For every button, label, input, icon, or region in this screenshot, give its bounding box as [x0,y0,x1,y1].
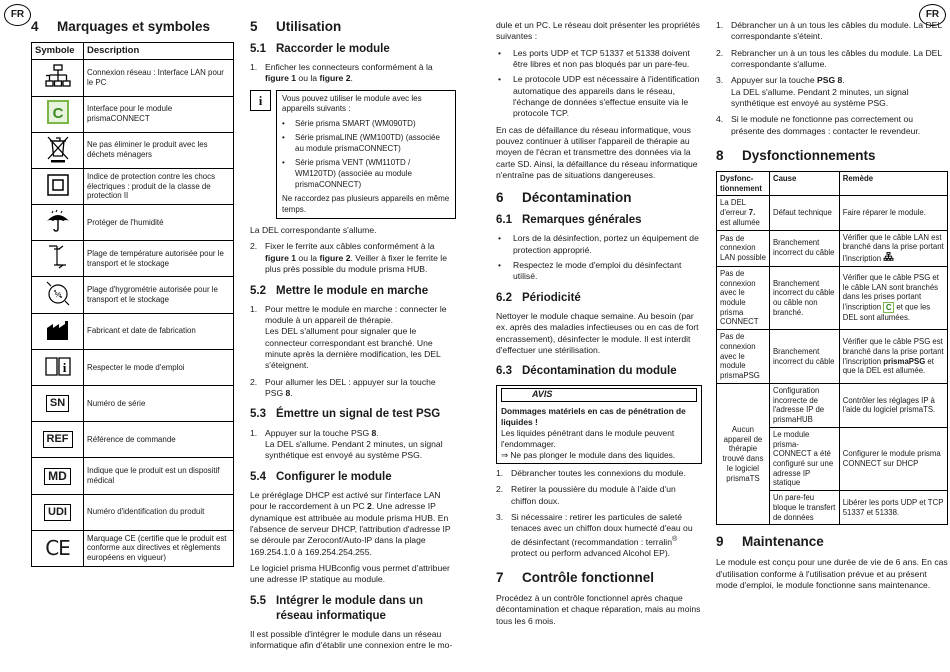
step-text-part: Enficher les connecteurs conformément à la [265,61,433,72]
section-title: Mettre le module en marche [276,284,429,297]
step-text [511,512,702,559]
section-5-5-heading [250,594,456,624]
figure-reference: figure 1 [265,252,297,263]
section-5-heading [250,18,456,36]
table-row [32,277,234,313]
sn-icon: SN [46,395,69,412]
step [716,114,948,137]
reference-number: 2 [367,501,372,512]
cell-text: et que les DEL sont allumées. [842,302,931,323]
list-item: • Lors de la désinfection, portez un équipement de protection approprié. [496,233,702,256]
step-number: 1. [496,468,504,479]
remedy-cell: Configurer le module prisma CONNECT sur DHCP [839,427,947,490]
figure-reference: figure 2 [319,252,351,263]
section-number: 5.1 [250,42,266,55]
step [496,484,702,507]
step [716,75,948,109]
paragraph: Nettoyer le module chaque semaine. Au besoin (par ex. après des maladies infectieuses ou en cas de fort encrassement), désinfecter le module. Il est interdit d'effectuer une stérilisation. [496,311,699,356]
symbol-description: Numéro de série [84,386,234,422]
step [496,512,702,559]
svg-text:i: i [62,359,66,375]
figure-reference: figure 1 [265,73,297,84]
step-text-part: . Veiller à fixer le ferrite le plus près possible du module prisma HUB. [265,252,447,275]
note-intro: Vous pouvez utiliser le module avec les appareils suivants : [282,93,422,114]
section-number: 7 [496,570,504,586]
table-row [32,132,234,168]
symbol-description: Connexion réseau : Interface LAN pour le PC [84,60,234,96]
paragraph-part: . Une adresse IP dynamique est attribuée au module prisma HUB. En l'absence de serveur DHCP, l'attribution d'adresse IP se déroule par Zeroconf/Auto-IP dans la plage 169.254.1.0 à 169.254.254.255. [250,501,451,557]
section-title: Configurer le module [276,470,392,483]
table-row [32,96,234,132]
section-number: 9 [716,534,724,550]
symbol-description: Indique que le produit est un dispositif médical [84,458,234,494]
step-text-part: ou la [296,73,320,84]
list-item: • Respectez le mode d'emploi du désinfectant utilisé. [496,260,702,283]
section-number: 5.3 [250,408,266,421]
cause-cell: Le module prisma-CONNECT a été configuré sur une adresse IP statique [769,427,839,490]
table-row [32,530,234,566]
ref-icon: REF [43,431,73,448]
cell-text: est allumée [720,217,760,227]
warning-title: Dommages matériels en cas de pénétration de liquides ! [501,405,686,427]
step-number: 1. [250,303,258,314]
symbol-description: Marquage CE (certifie que le produit est conforme aux directives et règlements européens en vigueur) [84,530,234,566]
network-icon [45,64,71,88]
section-title: Décontamination [522,190,632,206]
md-icon: MD [44,468,71,485]
section-title: Émettre un signal de test PSG [276,408,441,421]
step-number: 2. [716,47,724,58]
symbol-description: Référence de commande [84,422,234,458]
network-icon [883,254,894,263]
section-number: 5 [250,19,258,34]
section-7-heading [496,569,702,587]
section-title: Dysfonctionnements [742,148,876,164]
svg-text:C: C [52,105,63,123]
malfunction-cell: Aucun appareil de thérapie trouvé dans le logiciel prismaTS [717,383,770,525]
paragraph [250,490,456,558]
step-text: Débrancher un à un tous les câbles du module. La DEL correspondante s'éteint. [731,20,942,42]
cause-cell: Un pare-feu bloque le transfert de données [769,491,839,525]
step-text-part: Les DEL s'allument pour signaler que le connecteur correspondant est branché. Une minute après la dernière modification, les DEL s'éteignent. [265,326,441,371]
section-title: Remarques générales [522,214,642,227]
step-text [265,62,456,85]
paragraph: dule et un PC. Le réseau doit présenter les propriétés suivantes : [496,20,700,42]
cause-cell: Branchement incorrect du câble [769,230,839,266]
prisma-connect-icon: C [883,302,894,313]
step-text-part: Fixer le ferrite aux câbles conformément à la [265,241,435,252]
symbol-description: Interface pour le module prismaCONNECT [84,96,234,132]
step [250,62,456,85]
paragraph: Le logiciel prisma HUBconfig vous permet d'attribuer une adresse IP statique au module. [250,562,450,585]
section-6-2-heading [496,291,702,306]
table-row [717,230,948,266]
section-number: 5.2 [250,284,266,297]
warning-box [496,385,702,464]
symbol-description: Plage de température autorisée pour le transport et le stockage [84,241,234,277]
column-4 [716,20,948,596]
table-row [717,266,948,329]
figure-reference: figure 2 [319,73,351,84]
step-text-part: Si nécessaire : retirer les particules de saleté tenaces avec un chiffon doux humecté d'eau ou de désinfectant (recommandation : terralin [511,512,693,547]
symbol-description: Ne pas éliminer le produit avec les déchets ménagers [84,132,234,168]
ce-icon: CE [45,536,70,561]
list-item: • Série prisma SMART (WM090TD) [282,119,450,130]
step-number: 2. [250,241,258,252]
cell-text: Vérifier que le câble PSG et le câble LAN sont branchés dans les prises portant l'inscription [842,273,939,312]
malfunction-cell: Pas de connexion LAN possible [717,230,770,266]
step-text-part: Appuyer sur la touche PSG [265,427,372,438]
column-2 [250,18,456,657]
remedy-cell: Faire réparer le module. [839,196,947,230]
info-note [250,90,456,219]
label-reference: prismaPSG [883,356,926,366]
section-number: 4 [31,19,39,34]
step [250,377,456,400]
prisma-connect-icon [47,100,69,124]
paragraph: Il est possible d'intégrer le module dans un réseau informatique afin d'établir une connexion entre le mo- [250,628,453,651]
step-text [265,241,456,275]
table-row [32,313,234,349]
table-row [32,205,234,241]
step-text-part: . [350,73,353,84]
malfunction-cell: Pas de connexion avec le module prisma CONNECT [717,266,770,329]
section-title: Raccorder le module [276,42,390,55]
list-item: • Les ports UDP et TCP 51337 et 51338 doivent être libres et non pas bloqués par un pare-feu. [496,48,702,71]
symbol-description: Plage d'hygrométrie autorisée pour le transport et le stockage [84,277,234,313]
section-number: 6 [496,190,504,206]
cell-text: Vérifier que le câble LAN est branché dans la prise portant l'inscription [842,232,944,264]
symbol-description: Indice de protection contre les chocs électriques : produit de la classe de protection II [84,168,234,204]
section-number: 6.3 [496,365,512,378]
udi-icon: UDI [44,504,71,521]
symbol-description: Numéro d'identification du produit [84,494,234,530]
step [496,468,702,479]
malfunction-cell: Pas de connexion avec le module prismaPSG [717,330,770,384]
remedy-cell [839,330,947,384]
factory-icon [45,319,71,341]
remedy-cell: Libérer les ports UDP et TCP 51337 et 51338. [839,491,947,525]
step-number: 1. [716,20,724,30]
table-row [32,422,234,458]
svg-text:%: % [54,292,61,300]
table-row [717,330,948,384]
section-number: 6.2 [496,291,512,304]
step-number: 4. [716,114,724,125]
section-title: Utilisation [276,19,342,34]
table-row [32,458,234,494]
section-5-3-heading [250,407,456,422]
step [250,241,456,275]
section-4-heading [31,18,237,36]
step-text-part: La DEL s'allume. Pendant 2 minutes, un signal synthétique est envoyé au système PSG. [265,438,443,461]
section-6-3-heading [496,364,702,379]
umbrella-icon [45,209,71,233]
table-row [32,168,234,204]
cell-text: Vérifier que le câble PSG est branché dans la prise portant l'inscription [842,337,944,366]
remedy-cell [839,230,947,266]
step-text-part: Pour mettre le module en marche : connecter le module à un appareil de thérapie. [265,303,447,326]
step-number: 1. [250,61,258,72]
paragraph: Procédez à un contrôle fonctionnel après chaque décontamination et chaque réparation, mais au moins tous les 6 mois. [496,593,701,626]
step-text-part: Appuyer sur la touche [731,75,817,86]
section-number: 8 [716,148,724,164]
column-3 [496,20,702,632]
column-header-remedy: Remède [839,171,947,195]
section-6-heading [496,189,702,207]
step [716,20,948,43]
column-header-symbol: Symbole [32,42,84,60]
arrow-icon: ⇒ [501,449,509,460]
table-row [32,349,234,385]
section-5-2-heading [250,284,456,299]
malfunction-cell [717,196,770,230]
troubleshooting-table [716,171,948,526]
step-text: Rebrancher un à un tous les câbles du module. La DEL correspondante s'allume. [731,47,942,70]
symbol-description: Protéger de l'humidité [84,205,234,241]
step-number: 1. [250,427,258,438]
section-title: Contrôle fonctionnel [522,570,654,586]
list-item: • Série prisma VENT (WM110TD / WM120TD) (associée au module prismaCONNECT) [282,158,450,190]
protection-class-ii-icon [47,174,69,196]
symbols-table [31,42,234,567]
step [250,304,456,372]
manual-icon [44,355,72,377]
section-title: Maintenance [742,534,824,550]
list-item: • Série prismaLINE (WM100TD) (associée au module prismaCONNECT) [282,133,450,154]
step-text [265,377,456,400]
table-row [717,196,948,230]
symbol-description: Respecter le mode d'emploi [84,349,234,385]
remedy-cell [839,266,947,329]
warning-text: Les liquides pénétrant dans le module peuvent l'endommager. [501,427,675,449]
paragraph: Le module est conçu pour une durée de vie de 6 ans. En cas d'utilisation conforme à l'utilisation prévue et au présent mode d'emploi, le module fonctionne sans maintenance. [716,557,948,590]
step-text-part: . [376,427,379,438]
language-code: FR [10,9,25,21]
led-reference: 7. [748,208,756,218]
button-reference: 8 [371,427,377,438]
paragraph: En cas de défaillance du réseau informatique, vous pouvez continuer à utiliser l'appareil de thérapie au moyen de l'écran et transmettre des données via la carte SD. Ainsi, la défaillance du réseau informatique n'entraîne pas de situations dangereuses. [496,124,698,181]
language-badge-left [4,4,31,26]
list-item: • Le protocole UDP est nécessaire à l'identification automatique des appareils dans le réseau, l'échange de données s'effectue ensuite via le protocole TCP. [496,74,702,119]
section-number: 6.1 [496,214,512,227]
step-text-part: Pour allumer les DEL : appuyer sur la touche PSG [265,376,436,399]
info-icon: i [250,90,271,111]
paragraph-part: Le préréglage DHCP est activé sur l'interface LAN pour le raccordement à un PC [250,489,441,512]
warning-action: Ne pas plonger le module dans des liquides. [510,449,676,460]
step-text [265,304,456,372]
cause-cell: Branchement incorrect du câble ou câble non branché. [769,266,839,329]
table-row [32,241,234,277]
section-number: 5.5 [250,594,266,607]
section-number: 5.4 [250,470,266,483]
section-title: Décontamination du module [522,365,677,378]
paragraph: La DEL correspondante s'allume. [250,225,377,236]
step-number: 2. [250,376,258,387]
step [250,428,456,462]
section-5-4-heading [250,470,456,485]
remedy-cell: Contrôler les réglages IP à l'aide du logiciel prismaTS. [839,383,947,427]
section-6-1-heading [496,213,702,228]
section-9-heading [716,533,948,551]
cause-cell: Branchement incorrect du câble [769,330,839,384]
column-1 [31,18,237,567]
button-reference: PSG 8 [817,75,843,86]
cell-text: La DEL d'erreur [720,198,749,218]
step [716,48,948,71]
button-reference: 8 [285,388,291,399]
cell-text: et que la DEL est allumée. [842,356,934,376]
step-text-part: ou la [296,252,320,263]
column-header-malfunction: Dysfonc-tionnement [717,171,770,195]
table-row [32,386,234,422]
crossed-bin-icon [46,135,70,163]
step-text: Débrancher toutes les connexions du module. [511,468,686,479]
step-text-part: . [842,75,845,86]
table-row [32,494,234,530]
table-row [717,383,948,427]
temperature-icon [45,243,71,271]
step-number: 3. [716,75,724,86]
registered-mark: ® [671,534,678,543]
language-code: FR [925,9,940,21]
step-text [265,428,456,462]
cause-cell: Défaut technique [769,196,839,230]
step-text: Retirer la poussière du module à l'aide d'un chiffon doux. [511,484,676,506]
column-header-description: Description [84,42,234,60]
section-title: Intégrer le module dans un réseau informatique [276,594,423,622]
step-text: Si le module ne fonctionne pas correctement ou présente des dommages : contacter le revendeur. [731,114,921,136]
step-number: 3. [496,512,504,523]
table-row [32,60,234,96]
warning-label: AVIS [501,388,697,402]
note-outro: Ne raccordez pas plusieurs appareils en même temps. [282,194,450,214]
step-text [731,75,948,109]
column-header-cause: Cause [769,171,839,195]
step-text-part: La DEL s'allume. Pendant 2 minutes, un signal synthétique est envoyé au système PSG. [731,86,909,109]
section-title: Marquages et symboles [57,19,211,34]
section-8-heading [716,147,948,165]
step-text-part: protect ou perform advanced Alcohol EP). [511,547,671,558]
section-5-1-heading [250,42,456,57]
symbol-description: Fabricant et date de fabrication [84,313,234,349]
cause-cell: Configuration incorrecte de l'adresse IP de prismaHUB [769,383,839,427]
step-number: 2. [496,484,504,495]
humidity-icon [44,279,72,307]
step-text-part: . [290,388,293,399]
section-title: Périodicité [522,291,581,304]
